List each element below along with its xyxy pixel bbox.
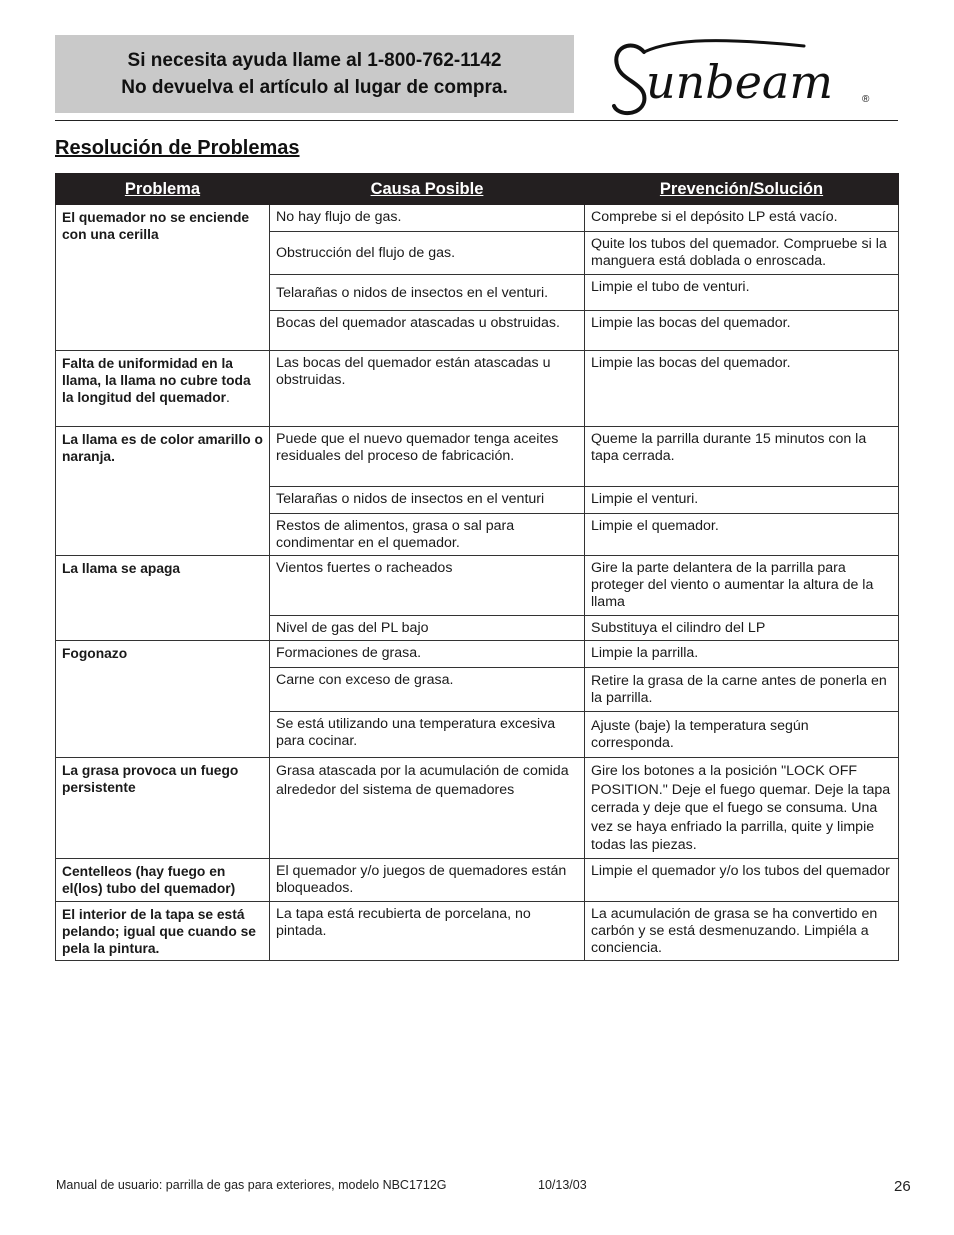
solution-cell: Substituya el cilindro del LP xyxy=(585,616,899,641)
cause-cell: El quemador y/o juegos de quemadores están bloqueados. xyxy=(270,858,585,901)
cause-cell: Vientos fuertes o racheados xyxy=(270,556,585,616)
table-row xyxy=(56,641,899,668)
section-title: Resolución de Problemas xyxy=(55,137,300,159)
header-solution: Prevención/Solución xyxy=(585,174,899,205)
cause-cell: Telarañas o nidos de insectos en el venturi xyxy=(270,487,585,514)
table-row xyxy=(56,427,899,487)
logo-wordmark: unbeam xyxy=(646,55,833,109)
help-phone-line: Si necesita ayuda llame al 1-800-762-1142 xyxy=(127,50,502,71)
solution-cell: Gire los botones a la posición "LOCK OFF POSITION." Deje el fuego quemar. Deje la tapa cerrada y deje que el fuego se consuma. Una vez se haya enfriado la parrilla, quite y limpie todas las piezas. xyxy=(585,758,899,859)
cause-cell: Nivel de gas del PL bajo xyxy=(270,616,585,641)
solution-cell: Limpie la parrilla. xyxy=(585,641,899,668)
cause-cell: Restos de alimentos, grasa o sal para condimentar en el quemador. xyxy=(270,514,585,556)
sunbeam-logo xyxy=(604,34,884,120)
cause-cell: Puede que el nuevo quemador tenga aceites residuales del proceso de fabricación. xyxy=(270,427,585,487)
table-row xyxy=(56,351,899,427)
table-row xyxy=(56,758,899,859)
problem-cell: La llama es de color amarillo o naranja. xyxy=(56,427,270,556)
table-row xyxy=(56,556,899,616)
problem-cell: La llama se apaga xyxy=(56,556,270,641)
cause-cell: Bocas del quemador atascadas u obstruidas. xyxy=(270,311,585,351)
help-return-line: No devuelva el artículo al lugar de compra. xyxy=(121,77,508,98)
problem-text: Falta de uniformidad en la llama, la llama no cubre toda la longitud del quemador xyxy=(62,356,251,405)
solution-cell: Queme la parrilla durante 15 minutos con la tapa cerrada. xyxy=(585,427,899,487)
problem-cell xyxy=(56,351,270,427)
header-problem: Problema xyxy=(56,174,270,205)
solution-cell: Quite los tubos del quemador. Compruebe si la manguera está doblada o enroscada. xyxy=(585,232,899,275)
cause-cell: Carne con exceso de grasa. xyxy=(270,668,585,712)
problem-cell: Fogonazo xyxy=(56,641,270,758)
header-cause: Causa Posible xyxy=(270,174,585,205)
page-number: 26 xyxy=(894,1178,911,1195)
solution-cell: Gire la parte delantera de la parrilla para proteger del viento o aumentar la altura de la llama xyxy=(585,556,899,616)
footer-manual-title: Manual de usuario: parrilla de gas para exteriores, modelo NBC1712G xyxy=(56,1178,447,1192)
problem-cell: El quemador no se enciende con una cerilla xyxy=(56,205,270,351)
table-header-row xyxy=(56,174,899,205)
solution-cell: Limpie el quemador. xyxy=(585,514,899,556)
solution-cell: Retire la grasa de la carne antes de ponerla en la parrilla. xyxy=(585,668,899,712)
table-row xyxy=(56,205,899,232)
cause-cell: Obstrucción del flujo de gas. xyxy=(270,232,585,275)
footer-date: 10/13/03 xyxy=(538,1178,587,1192)
cause-cell: Se está utilizando una temperatura excesiva para cocinar. xyxy=(270,712,585,758)
troubleshooting-table xyxy=(55,173,899,961)
problem-cell: El interior de la tapa se está pelando; igual que cuando se pela la pintura. xyxy=(56,901,270,960)
solution-cell: Comprebe si el depósito LP está vacío. xyxy=(585,205,899,232)
problem-cell: Centelleos (hay fuego en el(los) tubo del quemador) xyxy=(56,858,270,901)
solution-cell: Ajuste (baje) la temperatura según corresponda. xyxy=(585,712,899,758)
table-row xyxy=(56,858,899,901)
cause-cell: Grasa atascada por la acumulación de comida alrededor del sistema de quemadores xyxy=(270,758,585,859)
problem-tail: . xyxy=(226,390,230,405)
solution-cell: Limpie las bocas del quemador. xyxy=(585,311,899,351)
solution-cell: La acumulación de grasa se ha convertido en carbón y se está desmenuzando. Limpiéla a conciencia. xyxy=(585,901,899,960)
table-row xyxy=(56,901,899,960)
cause-cell: No hay flujo de gas. xyxy=(270,205,585,232)
registered-mark: ® xyxy=(862,94,870,105)
solution-cell: Limpie el tubo de venturi. xyxy=(585,275,899,311)
solution-cell: Limpie el venturi. xyxy=(585,487,899,514)
cause-cell: La tapa está recubierta de porcelana, no pintada. xyxy=(270,901,585,960)
solution-cell: Limpie el quemador y/o los tubos del quemador xyxy=(585,858,899,901)
cause-cell: Las bocas del quemador están atascadas u obstruidas. xyxy=(270,351,585,427)
solution-cell: Limpie las bocas del quemador. xyxy=(585,351,899,427)
problem-cell: La grasa provoca un fuego persistente xyxy=(56,758,270,859)
cause-cell: Formaciones de grasa. xyxy=(270,641,585,668)
header-divider xyxy=(55,120,898,121)
cause-cell: Telarañas o nidos de insectos en el venturi. xyxy=(270,275,585,311)
help-banner xyxy=(55,35,574,113)
